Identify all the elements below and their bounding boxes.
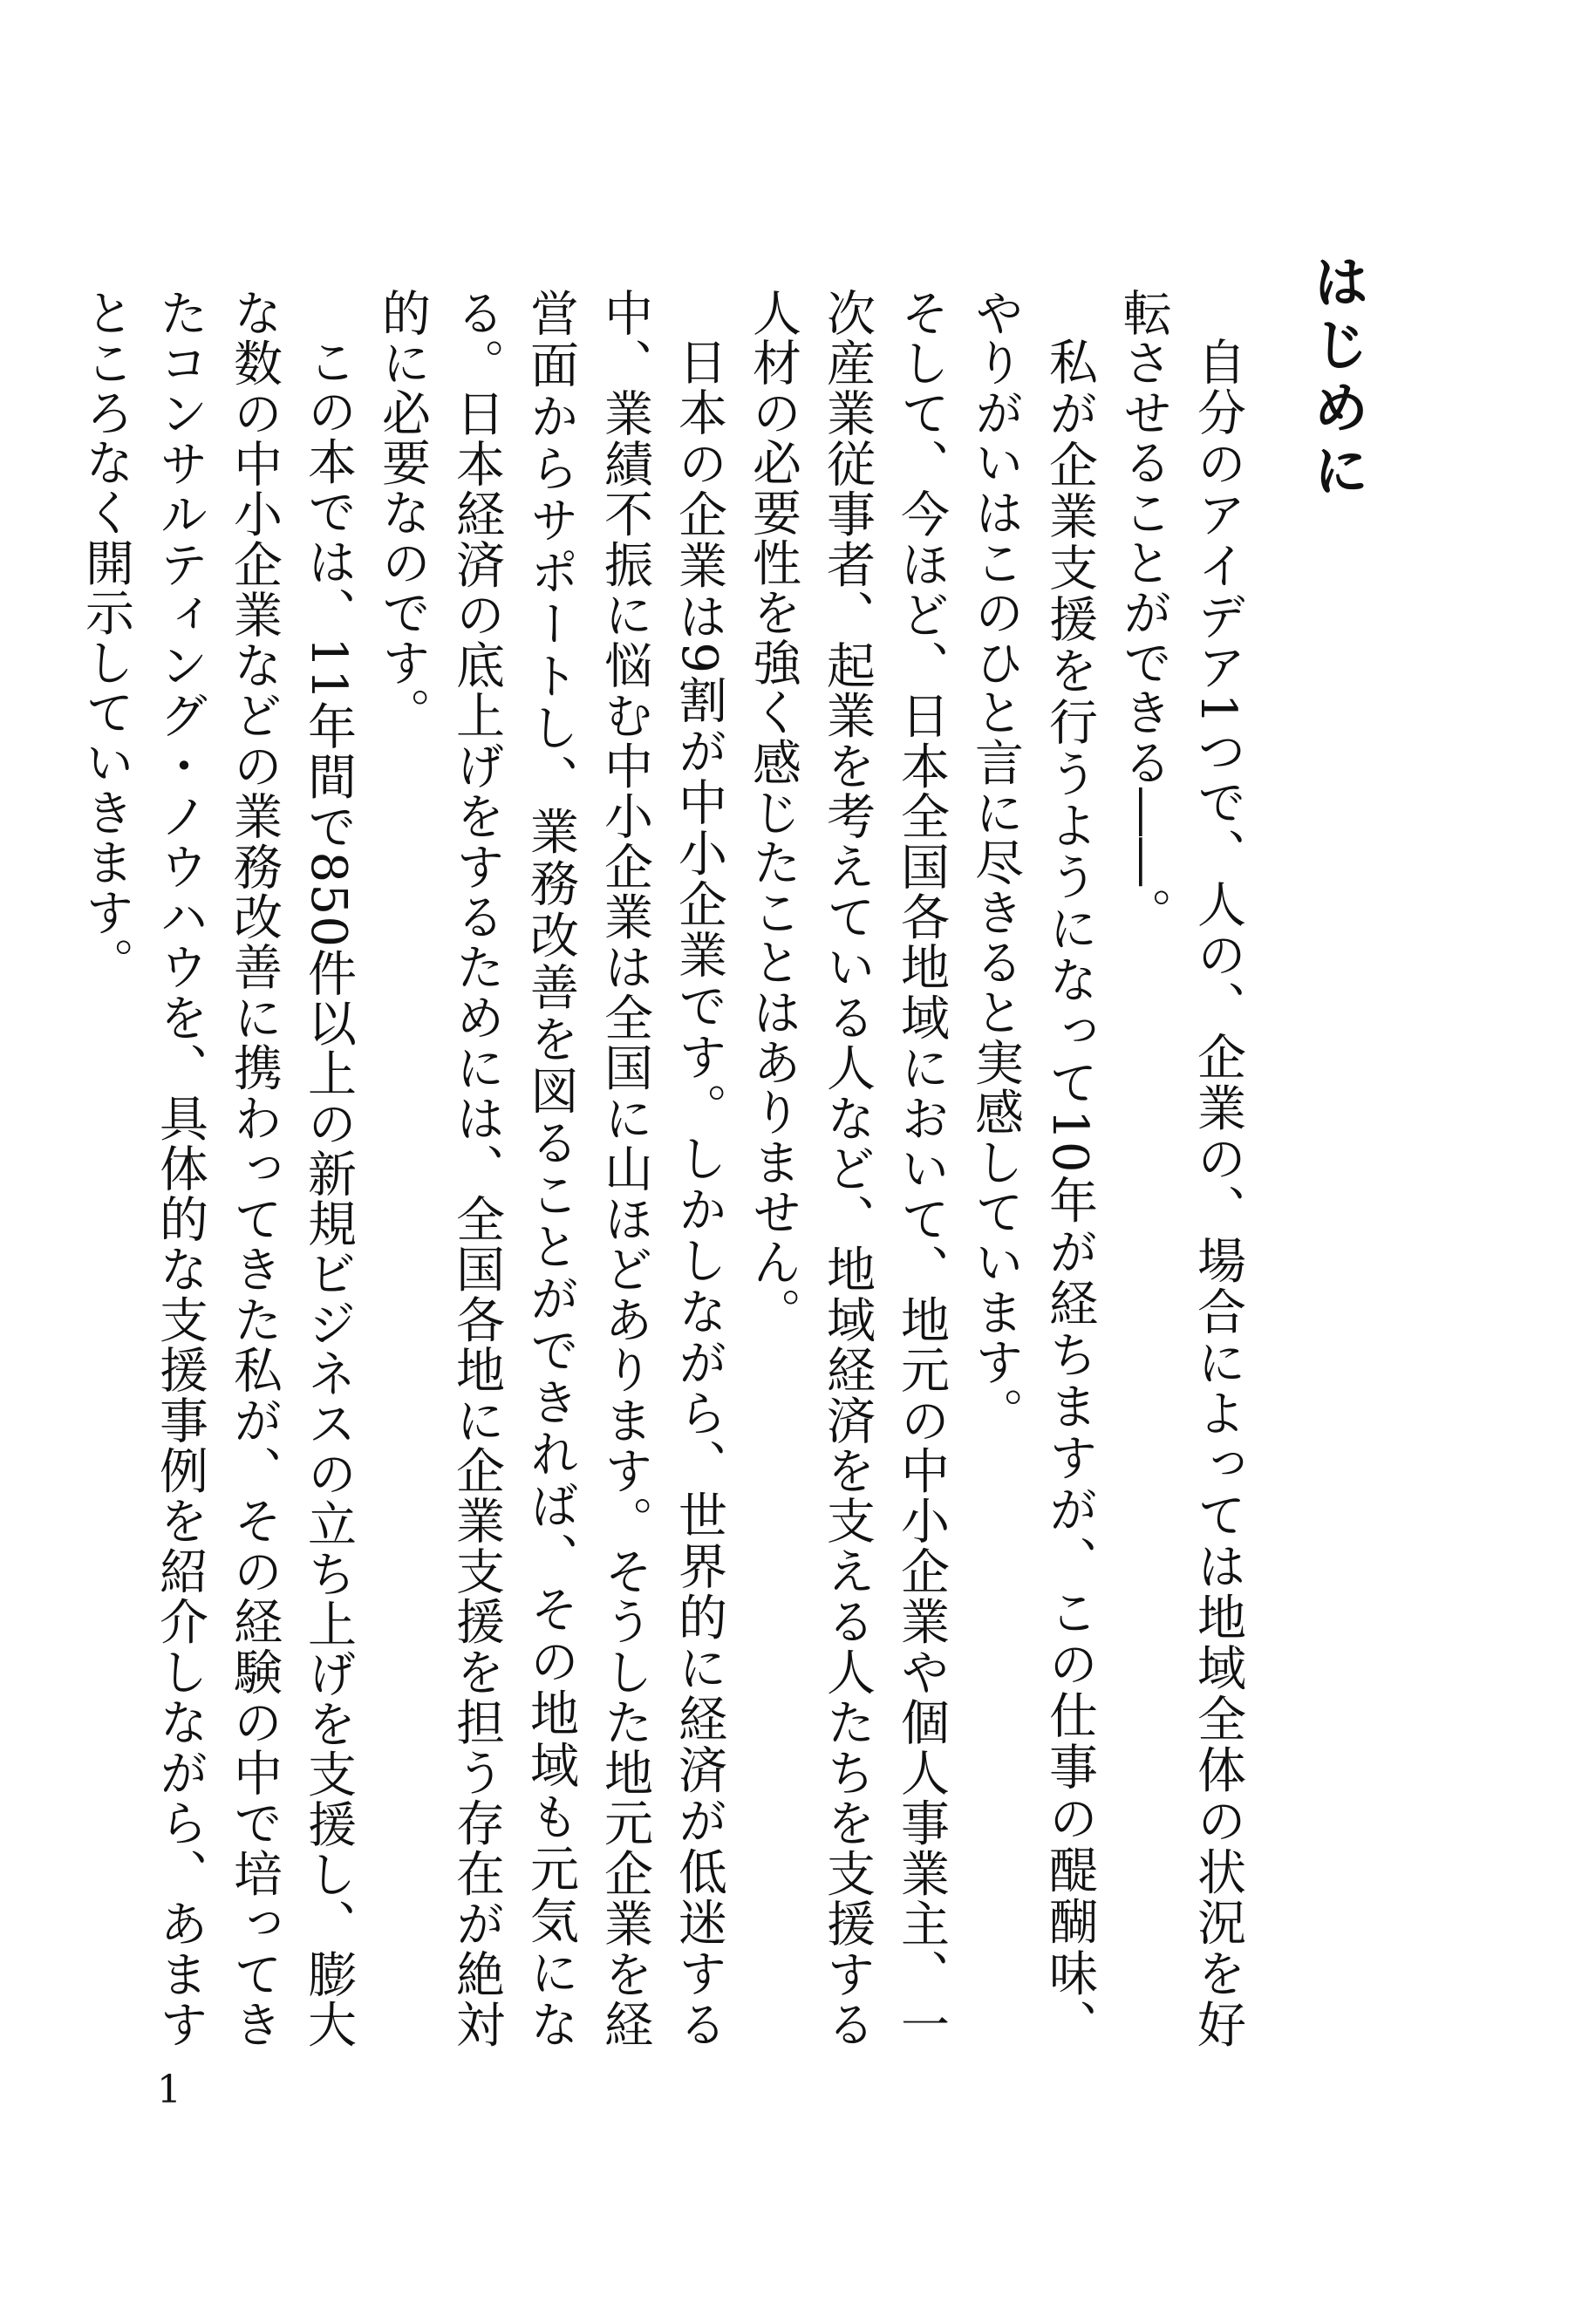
chapter-title: はじめに — [1304, 253, 1369, 504]
paragraph-4: 日本の企業は9割が中小企業です。しかしながら、世界的に経済が低迷する中、業績不振に悩む中小企業は全国に山ほどあります。そうした地元企業を経営面からサポートし、業務改善を図ることができれば、その地域も元気になる。日本経済の底上げをするためには、全国各地に企業支援を担う存在が絶対的に必要なのです。 — [374, 288, 727, 2049]
body-text — [78, 288, 1255, 2049]
paragraph-1: 自分のアイデア1つで、人の、企業の、場合によっては地域全体の状況を好転させることができる――。 — [1115, 288, 1246, 2049]
paragraph-2: 私が企業支援を行うようになって10年が経ちますが、この仕事の醍醐味、やりがいはこのひと言に尽きると実感しています。 — [967, 288, 1098, 2049]
page-number: 1 — [157, 2068, 181, 2112]
paragraph-5: この本では、11年間で850件以上の新規ビジネスの立ち上げを支援し、膨大な数の中小企業などの業務改善に携わってきた私が、その経験の中で培ってきたコンサルティング・ノウハウを、具体的な支援事例を紹介しながら、あますところなく開示していきます。 — [78, 288, 357, 2049]
paragraph-3: そして、今ほど、日本全国各地域において、地元の中小企業や個人事業主、一次産業従事者、起業を考えている人など、地域経済を支える人たちを支援する人材の必要性を強く感じたことはありません。 — [745, 288, 950, 2049]
